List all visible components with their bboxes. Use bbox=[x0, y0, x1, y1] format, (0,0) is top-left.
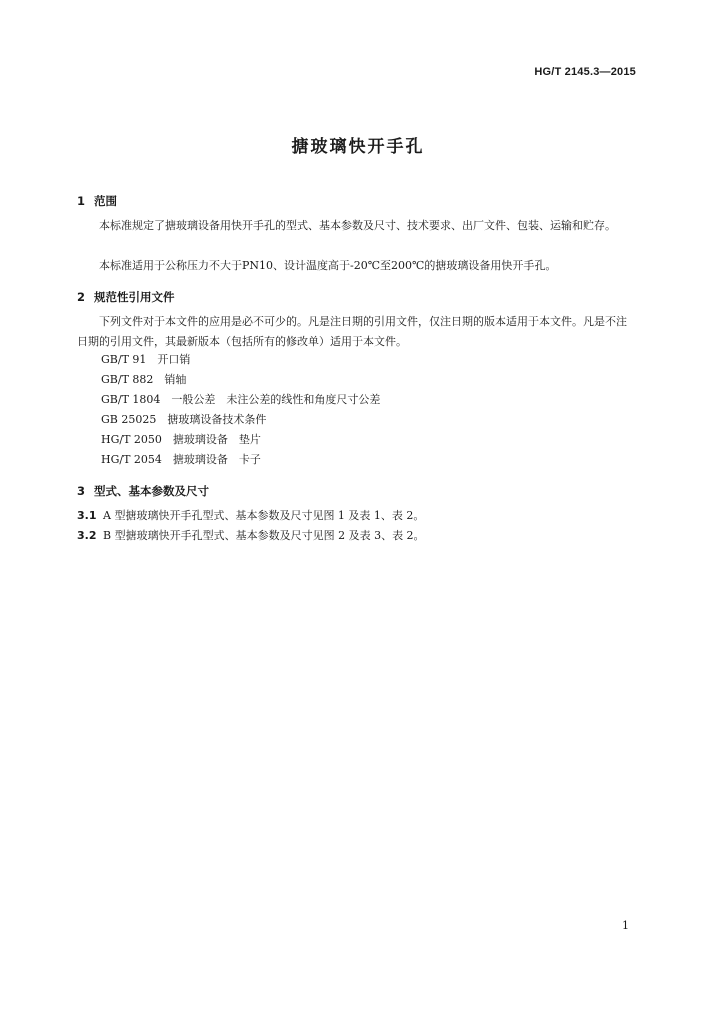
section-1-paragraph-1: 本标准规定了搪玻璃设备用快开手孔的型式、基本参数及尺寸、技术要求、出厂文件、包装、运输和贮存。 bbox=[99, 219, 616, 232]
section-1-heading bbox=[77, 193, 117, 209]
subclause-text: B 型搪玻璃快开手孔型式、基本参数及尺寸见图 2 及表 3、表 2。 bbox=[103, 529, 425, 542]
standard-code: HG/T 2145.3—2015 bbox=[534, 66, 636, 78]
section-2-number: 2 bbox=[77, 290, 86, 304]
reference-item: GB/T 91 开口销 bbox=[101, 353, 191, 366]
reference-item: HG/T 2050 搪玻璃设备 垫片 bbox=[101, 433, 261, 446]
reference-item: GB/T 882 销轴 bbox=[101, 373, 187, 386]
section-3-number: 3 bbox=[77, 484, 86, 498]
subclause-text: A 型搪玻璃快开手孔型式、基本参数及尺寸见图 1 及表 1、表 2。 bbox=[103, 509, 425, 522]
section-1-title: 范围 bbox=[94, 194, 117, 208]
page-number: 1 bbox=[622, 919, 629, 932]
section-3-title: 型式、基本参数及尺寸 bbox=[94, 484, 209, 498]
section-2-paragraph: 下列文件对于本文件的应用是必不可少的。凡是注日期的引用文件，仅注日期的版本适用于本文件。凡是不注日期的引用文件，其最新版本（包括所有的修改单）适用于本文件。 bbox=[77, 315, 627, 348]
section-1-paragraph-2: 本标准适用于公称压力不大于PN10、设计温度高于-20℃至200℃的搪玻璃设备用快开手孔。 bbox=[99, 259, 557, 272]
subclause-number: 3.1 bbox=[77, 509, 97, 522]
section-1-number: 1 bbox=[77, 194, 86, 208]
subclause-3-2 bbox=[77, 527, 425, 543]
section-2-heading bbox=[77, 289, 175, 305]
reference-item: GB 25025 搪玻璃设备技术条件 bbox=[101, 413, 267, 426]
reference-item: GB/T 1804 一般公差 未注公差的线性和角度尺寸公差 bbox=[101, 393, 381, 406]
document-title: 搪玻璃快开手孔 bbox=[291, 137, 425, 157]
section-3-heading bbox=[77, 483, 209, 499]
reference-item: HG/T 2054 搪玻璃设备 卡子 bbox=[101, 453, 261, 466]
subclause-3-1 bbox=[77, 507, 424, 523]
subclause-number: 3.2 bbox=[77, 529, 97, 542]
section-2-title: 规范性引用文件 bbox=[94, 290, 175, 304]
